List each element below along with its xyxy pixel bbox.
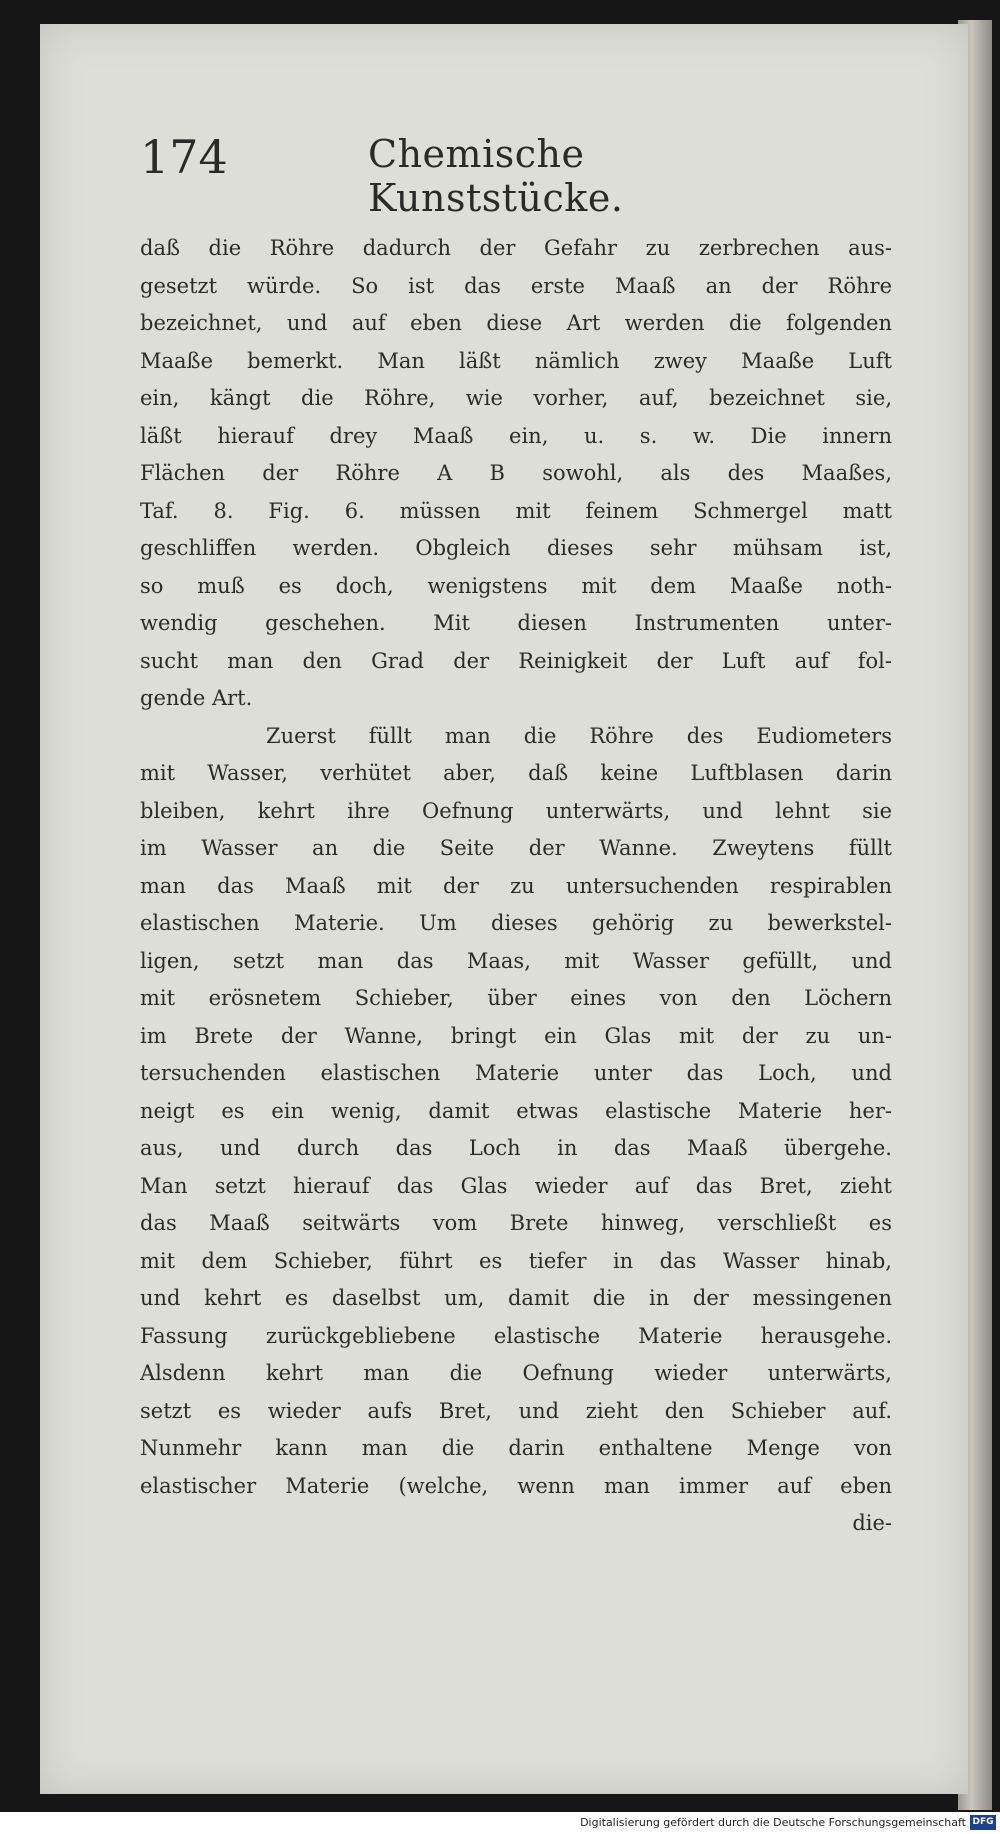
text-line: mit Wasser, verhütet aber, daß keine Luftblasen darin [140, 761, 892, 785]
text-line: tersuchenden elastischen Materie unter das Loch, und [140, 1061, 892, 1085]
text-line: läßt hierauf drey Maaß ein, u. s. w. Die innern [140, 423, 892, 448]
text-line: wendig geschehen. Mit diesen Instrumenten unter- [140, 611, 892, 635]
text-line: im Brete der Wanne, bringt ein Glas mit der zu un- [140, 1023, 892, 1048]
text-line: so muß es doch, wenigstens mit dem Maaße noth- [140, 573, 892, 598]
text-line: aus, und durch das Loch in das Maaß übergehe. [140, 1136, 892, 1160]
page-header [140, 130, 760, 220]
text-line: ein, kängt die Röhre, wie vorher, auf, bezeichnet sie, [140, 386, 892, 410]
text-line: sucht man den Grad der Reinigkeit der Luft auf fol- [140, 648, 892, 673]
catchword: die- [852, 1511, 892, 1535]
funding-credit: Digitalisierung gefördert durch die Deutsche Forschungsgemeinschaft [580, 1816, 966, 1829]
text-line: gende Art. [140, 686, 253, 710]
text-line: elastischen Materie. Um dieses gehörig zu bewerkstel- [140, 911, 892, 935]
text-line: daß die Röhre dadurch der Gefahr zu zerbrechen aus- [140, 236, 892, 260]
text-line: man das Maaß mit der zu untersuchenden respirablen [140, 873, 892, 898]
digitization-footer [0, 1812, 1000, 1834]
text-line: Alsdenn kehrt man die Oefnung wieder unterwärts, [140, 1361, 892, 1385]
text-line: mit dem Schieber, führt es tiefer in das Wasser hinab, [140, 1248, 892, 1273]
body-text [140, 230, 892, 1543]
text-line: Fassung zurückgebliebene elastische Materie herausgehe. [140, 1323, 892, 1348]
text-line: gesetzt würde. So ist das erste Maaß an der Röhre [140, 273, 892, 298]
running-title: Chemische Kunststücke. [368, 132, 624, 220]
dfg-logo: DFG [970, 1815, 996, 1830]
text-line: Taf. 8. Fig. 6. müssen mit feinem Schmergel matt [140, 498, 892, 523]
text-line: Man setzt hierauf das Glas wieder auf das Bret, zieht [140, 1173, 892, 1198]
paragraph-start: Zuerst füllt man die Röhre des Eudiometers [266, 723, 892, 748]
text-line: Nunmehr kann man die darin enthaltene Menge von [140, 1436, 892, 1460]
text-line: das Maaß seitwärts vom Brete hinweg, verschließt es [140, 1211, 892, 1235]
text-line: im Wasser an die Seite der Wanne. Zweytens füllt [140, 836, 892, 860]
text-line: neigt es ein wenig, damit etwas elastische Materie her- [140, 1098, 892, 1123]
text-line: und kehrt es daselbst um, damit die in der messingenen [140, 1286, 892, 1310]
page-number: 174 [140, 130, 228, 184]
text-line: mit erösnetem Schieber, über eines von den Löchern [140, 986, 892, 1010]
text-line: Maaße bemerkt. Man läßt nämlich zwey Maaße Luft [140, 348, 892, 373]
text-line: bleiben, kehrt ihre Oefnung unterwärts, und lehnt sie [140, 798, 892, 823]
text-line: elastischer Materie (welche, wenn man immer auf eben [140, 1473, 892, 1498]
text-line: bezeichnet, und auf eben diese Art werden die folgenden [140, 311, 892, 335]
text-line: setzt es wieder aufs Bret, und zieht den Schieber auf. [140, 1398, 892, 1423]
text-line: Flächen der Röhre A B sowohl, als des Maaßes, [140, 461, 892, 485]
text-line: geschliffen werden. Obgleich dieses sehr mühsam ist, [140, 536, 892, 560]
text-line: ligen, setzt man das Maas, mit Wasser gefüllt, und [140, 948, 892, 973]
